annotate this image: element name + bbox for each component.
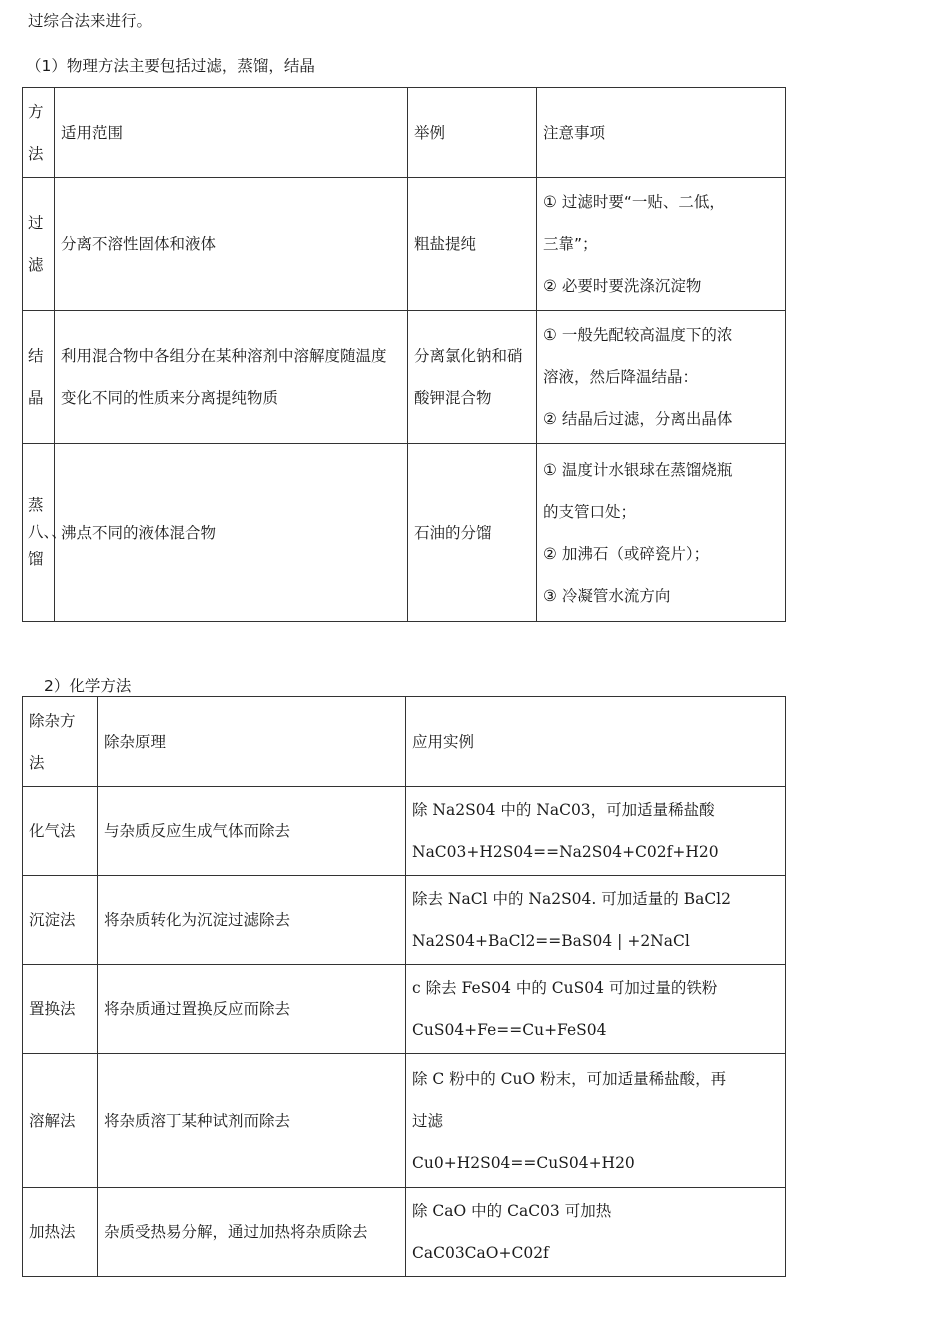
example-cell: 除 CaO 中的 CaC03 可加热 CaC03CaO+C02f (406, 1188, 786, 1277)
header-example: 举例 (408, 88, 537, 178)
method-cell: 结晶 (23, 311, 55, 444)
notes-cell: ① 一般先配较高温度下的浓 溶液，然后降温结晶： ② 结晶后过滤，分离出晶体 (537, 311, 786, 444)
header-method: 方法 (23, 88, 55, 178)
example-cell: 除 Na2S04 中的 NaC03，可加适量稀盐酸 NaC03+H2S04==Na2S04+C02f+H20 (406, 787, 786, 876)
physical-methods-heading: （1）物理方法主要包括过滤，蒸馏，结晶 (26, 57, 315, 75)
method-cell: 过滤 (23, 178, 55, 311)
principle-cell: 将杂质溶丁某种试剂而除去 (98, 1054, 406, 1188)
example-cell: 石油的分馏 (408, 444, 537, 622)
scope-cell: 利用混合物中各组分在某种溶剂中溶解度随温度变化不同的性质来分离提纯物质 (55, 311, 408, 444)
scope-cell: 分离不溶性固体和液体 (55, 178, 408, 311)
table-header-row (23, 88, 786, 178)
example-cell: 除 C 粉中的 CuO 粉末，可加适量稀盐酸，再 过滤 Cu0+H2S04==CuS04+H20 (406, 1054, 786, 1188)
header-notes: 注意事项 (537, 88, 786, 178)
scope-cell: 沸点不同的液体混合物 (55, 444, 408, 622)
table-row (23, 444, 786, 622)
intro-text: 过综合法来进行。 (28, 12, 153, 30)
principle-cell: 杂质受热易分解，通过加热将杂质除去 (98, 1188, 406, 1277)
header-principle: 除杂原理 (98, 697, 406, 787)
method-cell: 化气法 (23, 787, 98, 876)
table-row (23, 311, 786, 444)
method-cell: 置换法 (23, 965, 98, 1054)
table-row (23, 1188, 786, 1277)
principle-cell: 将杂质通过置换反应而除去 (98, 965, 406, 1054)
physical-methods-table (22, 87, 786, 622)
example-cell: 除去 NaCl 中的 Na2S04. 可加适量的 BaCl2 Na2S04+BaCl2==BaS04 | +2NaCl (406, 876, 786, 965)
notes-cell: ① 过滤时要“一贴、二低， 三靠”； ② 必要时要洗涤沉淀物 (537, 178, 786, 311)
example-cell: c 除去 FeS04 中的 CuS04 可加过量的铁粉 CuS04+Fe==Cu+FeS04 (406, 965, 786, 1054)
header-scope: 适用范围 (55, 88, 408, 178)
chemical-methods-table (22, 696, 786, 1277)
principle-cell: 将杂质转化为沉淀过滤除去 (98, 876, 406, 965)
table-row (23, 787, 786, 876)
header-method: 除杂方法 (23, 697, 98, 787)
method-cell: 加热法 (23, 1188, 98, 1277)
method-cell: 沉淀法 (23, 876, 98, 965)
table-row (23, 178, 786, 311)
method-cell: 蒸八、、馏 (23, 444, 55, 622)
header-example: 应用实例 (406, 697, 786, 787)
notes-cell: ① 温度计水银球在蒸馏烧瓶 的支管口处； ② 加沸石（或碎瓷片）； ③ 冷凝管水流方向 (537, 444, 786, 622)
table-row (23, 965, 786, 1054)
example-cell: 粗盐提纯 (408, 178, 537, 311)
method-cell: 溶解法 (23, 1054, 98, 1188)
table-row (23, 876, 786, 965)
table-header-row (23, 697, 786, 787)
example-cell: 分离氯化钠和硝酸钾混合物 (408, 311, 537, 444)
table-row (23, 1054, 786, 1188)
chemical-methods-heading: 2）化学方法 (44, 677, 132, 695)
principle-cell: 与杂质反应生成气体而除去 (98, 787, 406, 876)
